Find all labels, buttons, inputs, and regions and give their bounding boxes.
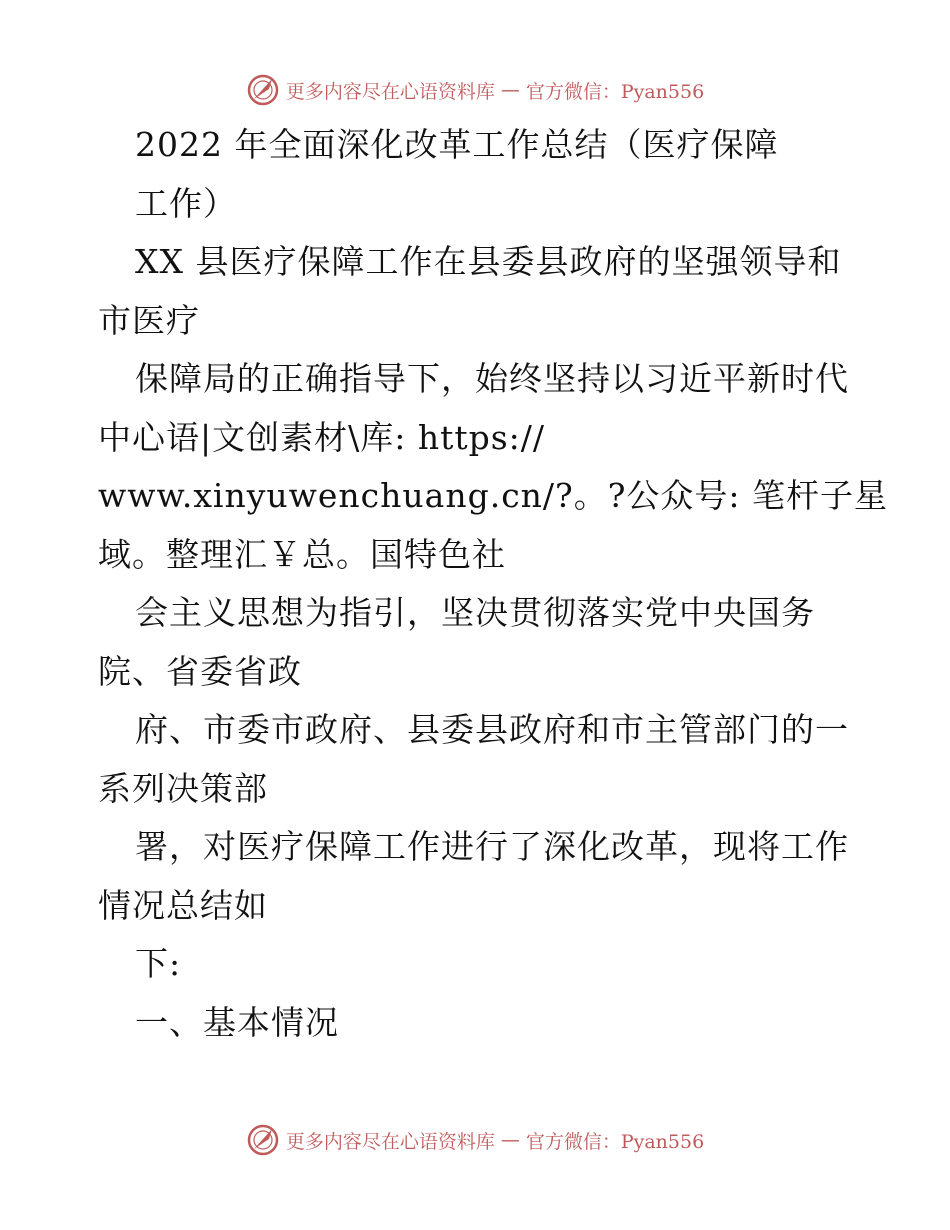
document-title-line-2: 工作） bbox=[135, 183, 237, 223]
paragraph-line: 下: bbox=[135, 944, 182, 983]
paragraph-line: 市医疗 bbox=[98, 300, 200, 340]
paragraph-line: XX 县医疗保障工作在县委县政府的坚强领导和 bbox=[135, 242, 842, 281]
watermark-contact-text: 官方微信：Pyan556 bbox=[525, 1130, 705, 1153]
paragraph-line: 情况总结如 bbox=[98, 885, 268, 925]
paragraph-line: 院、省委省政 bbox=[98, 651, 302, 691]
paragraph-line: www.xinyuwenchuang.cn/?。?公众号: 笔杆子星 bbox=[98, 476, 889, 515]
quill-seal-icon bbox=[246, 1123, 280, 1157]
paragraph-line: 系列决策部 bbox=[98, 768, 268, 808]
watermark-brand-text: 更多内容尽在心语资料库 bbox=[285, 80, 495, 103]
quill-seal-icon bbox=[246, 73, 280, 107]
paragraph-line: 域。整理汇￥总。国特色社 bbox=[98, 534, 506, 574]
paragraph-line: 保障局的正确指导下，始终坚持以习近平新时代 bbox=[135, 359, 849, 398]
paragraph-line: 会主义思想为指引，坚决贯彻落实党中央国务 bbox=[135, 593, 815, 632]
watermark-banner-top bbox=[0, 70, 950, 110]
watermark-contact-text: 官方微信：Pyan556 bbox=[525, 80, 705, 103]
watermark-separator: — bbox=[500, 1129, 520, 1151]
paragraph-line: 府、市委市政府、县委县政府和市主管部门的一 bbox=[135, 710, 849, 749]
document-title-line-1: 2022 年全面深化改革工作总结（医疗保障 bbox=[135, 125, 779, 164]
paragraph-line: 中心语|文创素材\库: https:// bbox=[98, 417, 546, 457]
paragraph-line: 署，对医疗保障工作进行了深化改革，现将工作 bbox=[135, 827, 849, 866]
watermark-banner-bottom bbox=[0, 1120, 950, 1160]
document-body bbox=[98, 116, 898, 1052]
watermark-brand-text: 更多内容尽在心语资料库 bbox=[285, 1130, 495, 1153]
watermark-separator: — bbox=[500, 79, 520, 101]
section-heading: 一、基本情况 bbox=[135, 1002, 339, 1042]
